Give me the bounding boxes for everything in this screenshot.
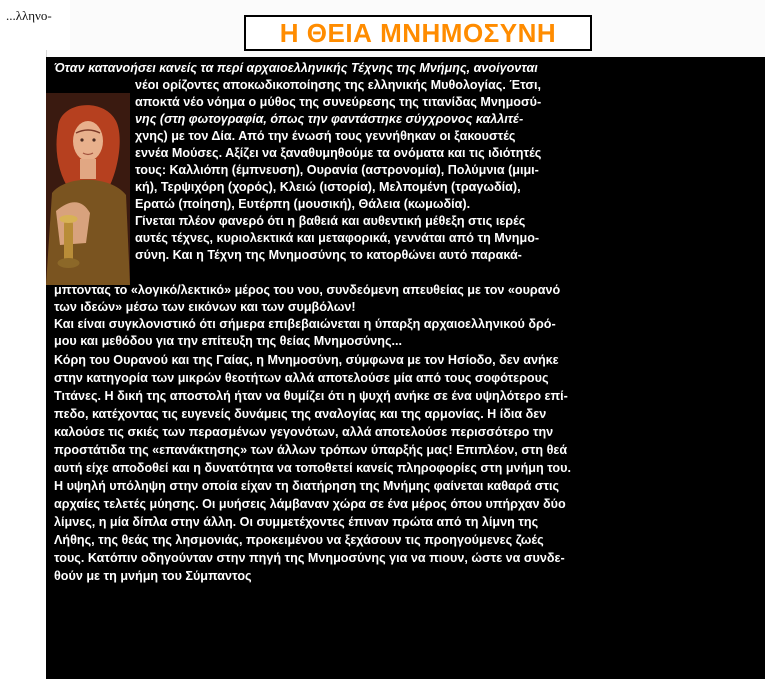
text-line: των ιδεών» μέσω των εικόνων και των συμβόλων! — [54, 300, 356, 314]
text-line: αρχαίες τελετές μύησης. Οι μυήσεις λάμβαναν χώρα σε ένα μέρος όπου υπήρχαν δύο — [54, 497, 566, 511]
text-line: Τιτάνες. Η δική της αποστολή ήταν να θυμίζει ότι η ψυχή ανήκε σε ένα υψηλότερο επί- — [54, 389, 568, 403]
title-box — [244, 15, 592, 51]
text-line: χνης) με τον Δία. Από την ένωσή τους γεννήθηκαν οι ξακουστές — [135, 129, 516, 143]
text-line: πεδο, κατέχοντας τις ευγενείς δυνάμεις της αναλογίας και της αρμονίας. Η ίδια δεν — [54, 407, 547, 421]
previous-page-fragment — [0, 0, 70, 50]
text-line: θούν με τη μνήμη του Σύμπαντος — [54, 569, 252, 583]
text-line: Και είναι συγκλονιστικό ότι σήμερα επιβεβαιώνεται η ύπαρξη αρχαιοελληνικού δρό- — [54, 317, 556, 331]
article-text — [46, 57, 765, 679]
text-line: μπτοντας το «λογικό/λεκτικό» μέρος του νου, συνδεόμενη απευθείας με τον «ουρανό — [54, 283, 561, 297]
left-margin — [0, 0, 47, 679]
text-line: καλούσε τις σκιές των περασμένων γεγονότων, αλλά αποτελούσε περισσότερο την — [54, 425, 554, 439]
text-line: νέοι ορίζοντες αποκωδικοποίησης της ελληνικής Μυθολογίας. Έτσι, — [135, 78, 541, 92]
text-line: Ερατώ (ποίηση), Ευτέρπη (μουσική), Θάλεια (κωμωδία). — [135, 197, 471, 211]
text-line: αυτή είχε αποδοθεί και η δυνατότητα να τοποθετεί κανείς πληροφορίες στη μνήμη του. — [54, 461, 571, 475]
text-line: αυτές τέχνες, κυριολεκτικά και μεταφορικά, γεννάται από τη Μνημο- — [135, 231, 540, 245]
text-line: Όταν κατανοήσει κανείς τα περί αρχαιοελληνικής Τέχνης της Μνήμης, ανοίγονται — [54, 61, 538, 75]
text-line: Κόρη του Ουρανού και της Γαίας, η Μνημοσύνη, σύμφωνα με τον Ησίοδο, δεν ανήκε — [54, 353, 559, 367]
corner-text: ...λληνο- — [6, 8, 52, 23]
article-title: Η ΘΕΙΑ ΜΝΗΜΟΣΥΝΗ — [279, 17, 557, 48]
text-line: κή), Τερψιχόρη (χορός), Κλειώ (ιστορία), Μελπομένη (τραγωδία), — [135, 180, 521, 194]
text-line: τους: Καλλιόπη (έμπνευση), Ουρανία (αστρονομία), Πολύμνια (μιμι- — [135, 163, 539, 177]
text-line: μου και μεθόδου για την επίτευξη της θείας Μνημοσύνης... — [54, 334, 403, 348]
article-body — [46, 57, 765, 679]
text-line: αποκτά νέο νόημα ο μύθος της συνεύρεσης της τιτανίδας Μνημοσύ- — [135, 95, 542, 109]
text-line: εννέα Μούσες. Αξίζει να ξαναθυμηθούμε τα ονόματα και τις ιδιότητές — [135, 146, 542, 160]
text-line: Η υψηλή υπόληψη στην οποία είχαν τη διατήρηση της Μνήμης φαίνεται καθαρά στις — [54, 479, 560, 493]
text-line: Γίνεται πλέον φανερό ότι η βαθειά και αυθεντική μέθεξη στις ιερές — [135, 214, 526, 228]
text-line: προστάτιδα της «επανάκτησης» των άλλων τρόπων ύπαρξής μας! Επιπλέον, στη θεά — [54, 443, 568, 457]
text-line: νης (στη φωτογραφία, όπως την φαντάστηκε σύγχρονος καλλιτέ- — [135, 112, 524, 126]
text-line: στην κατηγορία των μικρών θεοτήτων αλλά αποτελούσε μία από τους σοφότερους — [54, 371, 549, 385]
text-line: σύνη. Και η Τέχνη της Μνημοσύνης το κατορθώνει αυτό παρακά- — [135, 248, 522, 262]
text-line: λίμνες, η μία δίπλα στην άλλη. Οι συμμετέχοντες έπιναν πρώτα από τη λίμνη της — [54, 515, 539, 529]
text-line: τους. Κατόπιν οδηγούνταν στην πηγή της Μνημοσύνης για να πιουν, ώστε να συνδε- — [54, 551, 565, 565]
text-line: Λήθης, της θεάς της λησμονιάς, προκειμένου να ξεχάσουν τις προηγούμενες ζωές — [54, 533, 544, 547]
